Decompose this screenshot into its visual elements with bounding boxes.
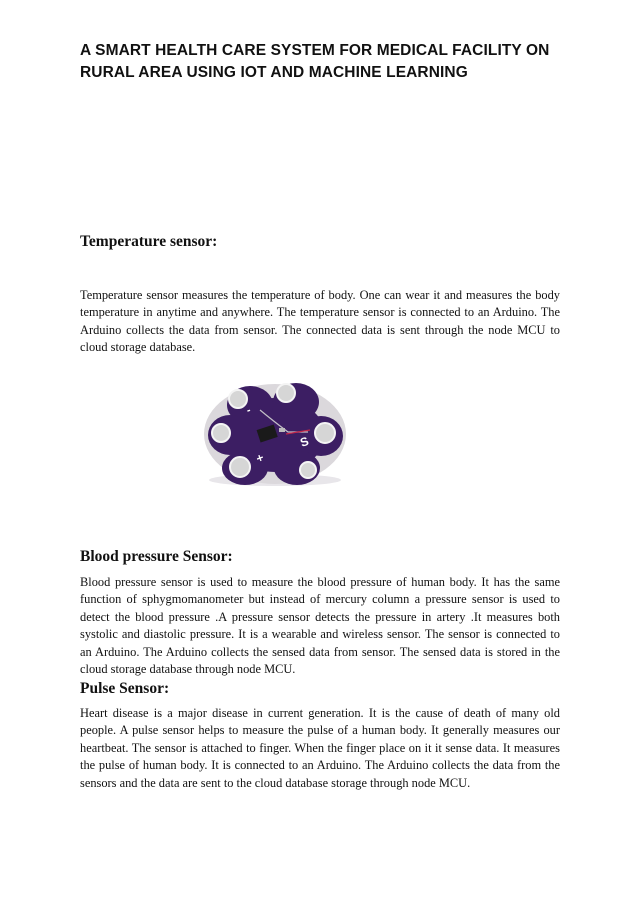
temperature-sensor-paragraph: Temperature sensor measures the temperature of body. One can wear it and measures the body temperature in anytime and anywhere. The temperature sensor is connected to an Arduino. The Arduino collects the data from sensor. The connected data is sent through the node MCU to cloud storage database. [80, 288, 560, 355]
temperature-sensor-heading: Temperature sensor: [80, 233, 218, 250]
pulse-sensor-paragraph: Heart disease is a major disease in current generation. It is the cause of death of many old people. A pulse sensor helps to measure the pulse of a human body. It generally measures our heartbeat. The sensor is attached to finger. When the finger place on it it sense data. It measures the pulse of human body. It is connected to an Arduino. The Arduino collects the data from the sensors and the data are sent to the cloud database storage through node MCU. [80, 706, 560, 790]
pad-label-s: S [298, 433, 311, 450]
blood-pressure-sensor-paragraph: Blood pressure sensor is used to measure the blood pressure of human body. It has the same function of sphygmomanometer but instead of mercury column a pressure sensor is used to detect the blood pressure .A pressure sensor detects the pressure in artery .It measures both systolic and diastolic pressure. It is a wearable and wireless sensor. The sensor is connected to an Arduino. The Arduino collects the sensed data from sensor. The sensed data is stored in the cloud storage database through node MCU. [80, 575, 560, 677]
pad-label-minus: - [244, 404, 253, 417]
blood-pressure-sensor-heading: Blood pressure Sensor: [80, 548, 233, 565]
temperature-sensor-image [200, 380, 350, 490]
pulse-sensor-heading: Pulse Sensor: [80, 680, 170, 697]
sensor-resistor [279, 428, 285, 432]
pad-label-plus: + [254, 450, 266, 466]
page-title: A SMART HEALTH CARE SYSTEM FOR MEDICAL FACILITY ON RURAL AREA USING IOT AND MACHINE LEARNING [80, 42, 550, 81]
